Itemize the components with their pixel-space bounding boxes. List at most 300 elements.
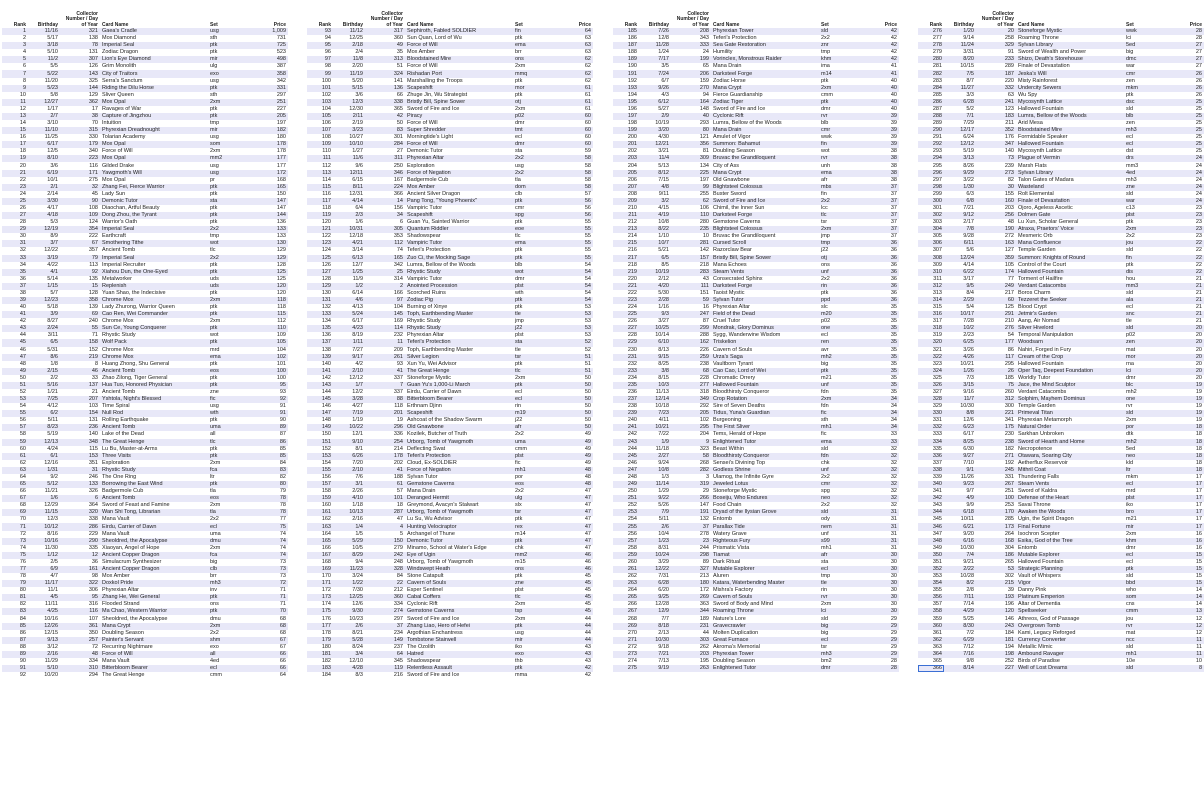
cell-rank[interactable]: 267 [613,608,639,615]
cell-card-name[interactable]: Force of Will [405,141,513,148]
cell-collector-number[interactable]: 244 [671,545,711,552]
table-row[interactable] [918,580,1204,587]
cell-set[interactable]: war [1124,63,1168,70]
header-birthday[interactable]: Birthday [648,21,669,28]
cell-rank[interactable]: 366 [918,665,944,672]
cell-birthday[interactable]: 10/11 [944,516,976,523]
cell-collector-number[interactable]: 206 [671,70,711,77]
cell-collector-number[interactable]: 185 [976,375,1016,382]
cell-card-name[interactable]: Hunting Velociraptor [405,523,513,530]
table-row[interactable] [307,424,593,431]
cell-price[interactable]: 74 [252,552,288,559]
cell-collector-number[interactable]: 125 [976,304,1016,311]
cell-rank[interactable]: 146 [307,403,333,410]
cell-collector-number[interactable]: 156 [365,205,405,212]
table-row[interactable] [307,162,593,169]
table-row[interactable] [918,148,1204,155]
cell-birthday[interactable]: 12/22 [639,566,671,573]
cell-price[interactable]: 47 [557,495,593,502]
cell-rank[interactable]: 116 [307,191,333,198]
cell-birthday[interactable]: 5/4 [944,304,976,311]
cell-card-name[interactable]: Tiamat [711,552,819,559]
cell-set[interactable]: one [819,325,863,332]
cell-set[interactable]: mir [208,127,252,134]
cell-price[interactable]: 34 [863,410,899,417]
cell-price[interactable]: 26 [1168,78,1204,85]
table-row[interactable] [918,134,1204,141]
cell-card-name[interactable]: Worldly Tutor [1016,375,1124,382]
cell-birthday[interactable]: 11/2 [28,56,60,63]
cell-rank[interactable]: 176 [307,615,333,622]
cell-price[interactable]: 54 [557,283,593,290]
cell-birthday[interactable]: 6/11 [944,240,976,247]
cell-set[interactable]: inv [208,587,252,594]
cell-card-name[interactable]: Ma Chao, Western Warrior [100,608,208,615]
cell-birthday[interactable]: 12/13 [28,439,60,446]
cell-price[interactable]: 32 [863,446,899,453]
cell-set[interactable]: lcc [819,205,863,212]
header-set[interactable]: Set [210,21,218,28]
cell-rank[interactable]: 123 [307,240,333,247]
cell-birthday[interactable]: 2/1 [28,184,60,191]
cell-rank[interactable]: 178 [307,630,333,637]
cell-price[interactable]: 118 [252,304,288,311]
cell-rank[interactable]: 94 [307,35,333,42]
cell-set[interactable]: 2xm [513,375,557,382]
table-row[interactable] [2,332,288,339]
cell-price[interactable]: 33 [863,439,899,446]
cell-rank[interactable]: 347 [918,531,944,538]
cell-collector-number[interactable]: 160 [976,198,1016,205]
cell-card-name[interactable]: Blood Crypt [1016,304,1124,311]
cell-set[interactable]: ons [819,262,863,269]
cell-price[interactable]: 55 [557,240,593,247]
cell-card-name[interactable]: Ancient Tomb [100,389,208,396]
cell-birthday[interactable]: 2/16 [333,516,365,523]
cell-set[interactable]: sta [513,148,557,155]
cell-collector-number[interactable]: 202 [365,460,405,467]
cell-card-name[interactable]: Platinum Emperion [1016,594,1124,601]
cell-set[interactable]: ptk [208,417,252,424]
cell-price[interactable]: 73 [252,559,288,566]
cell-birthday[interactable]: 10/30 [639,637,671,644]
cell-collector-number[interactable]: 188 [365,474,405,481]
cell-set[interactable]: rvr [1124,403,1168,410]
cell-birthday[interactable]: 3/12 [28,644,60,651]
cell-card-name[interactable]: Replenish [100,283,208,290]
cell-set[interactable]: 2x2 [819,474,863,481]
cell-collector-number[interactable]: 172 [671,587,711,594]
table-row[interactable] [918,665,1204,672]
cell-rank[interactable]: 245 [613,453,639,460]
cell-price[interactable]: 251 [252,99,288,106]
cell-price[interactable]: 15 [1168,566,1204,573]
cell-card-name[interactable]: Torment of Hailfire [1016,276,1124,283]
cell-collector-number[interactable]: 162 [671,339,711,346]
cell-rank[interactable]: 242 [613,431,639,438]
cell-price[interactable]: 101 [252,361,288,368]
cell-set[interactable]: mh2 [819,354,863,361]
cell-rank[interactable]: 173 [307,594,333,601]
cell-collector-number[interactable]: 343 [671,35,711,42]
cell-birthday[interactable]: 11/13 [639,389,671,396]
cell-set[interactable]: fin [1124,255,1168,262]
cell-birthday[interactable]: 11/14 [639,481,671,488]
table-row[interactable] [918,545,1204,552]
cell-set[interactable]: big [208,559,252,566]
cell-birthday[interactable]: 2/26 [333,488,365,495]
header-card-name[interactable]: Card Name [102,21,129,28]
cell-birthday[interactable]: 12/30 [333,106,365,113]
header-price[interactable]: Price [273,21,286,28]
cell-card-name[interactable]: Rhystic Study [405,325,513,332]
cell-set[interactable]: jmp [513,318,557,325]
cell-set[interactable]: sld [1124,106,1168,113]
cell-card-name[interactable]: Molten Duplication [711,630,819,637]
cell-rank[interactable]: 222 [613,290,639,297]
table-row[interactable] [2,389,288,396]
cell-rank[interactable]: 252 [613,502,639,509]
table-row[interactable] [2,212,288,219]
cell-price[interactable]: 59 [557,148,593,155]
cell-set[interactable]: 2xm [1124,417,1168,424]
cell-birthday[interactable]: 8/9 [28,233,60,240]
cell-collector-number[interactable]: 93 [365,361,405,368]
table-row[interactable] [918,368,1204,375]
cell-set[interactable]: ptk [208,325,252,332]
table-row[interactable] [2,28,288,35]
cell-card-name[interactable]: Tolarian Academy [100,134,208,141]
table-row[interactable] [918,446,1204,453]
cell-birthday[interactable]: 4/25 [28,608,60,615]
cell-price[interactable]: 18 [1168,424,1204,431]
cell-price[interactable]: 42 [863,35,899,42]
cell-card-name[interactable]: Sire of Seven Deaths [711,403,819,410]
cell-set[interactable]: usg [513,162,557,169]
table-row[interactable] [918,573,1204,580]
cell-price[interactable]: 44 [557,637,593,644]
cell-rank[interactable]: 2 [2,35,28,42]
cell-collector-number[interactable]: 285 [976,516,1016,523]
cell-set[interactable]: jou [1124,240,1168,247]
cell-card-name[interactable]: Pang Tong, "Young Phoenix" [405,198,513,205]
cell-price[interactable]: 30 [863,552,899,559]
cell-card-name[interactable]: Demonic Tutor [100,198,208,205]
cell-collector-number[interactable]: 183 [976,113,1016,120]
cell-price[interactable]: 91 [252,403,288,410]
cell-rank[interactable]: 45 [2,339,28,346]
table-row[interactable] [918,658,1204,665]
table-row[interactable] [613,516,899,523]
cell-card-name[interactable]: Cream of the Crop [1016,354,1124,361]
cell-card-name[interactable]: Badgermole Cub [405,177,513,184]
cell-price[interactable]: 77 [252,516,288,523]
cell-birthday[interactable]: 4/30 [639,134,671,141]
cell-rank[interactable]: 112 [307,162,333,169]
cell-price[interactable]: 29 [863,630,899,637]
cell-rank[interactable]: 235 [613,382,639,389]
table-row[interactable] [613,247,899,254]
cell-card-name[interactable]: Shadowspear [405,233,513,240]
cell-birthday[interactable]: 1/6 [333,219,365,226]
cell-collector-number[interactable]: 114 [365,325,405,332]
cell-rank[interactable]: 157 [307,481,333,488]
cell-rank[interactable]: 22 [2,177,28,184]
cell-card-name[interactable]: Katara, Waterbending Master [711,580,819,587]
cell-card-name[interactable]: Cao Cao, Lord of Wei [711,368,819,375]
cell-collector-number[interactable]: 289 [976,63,1016,70]
cell-collector-number[interactable]: 265 [976,559,1016,566]
cell-collector-number[interactable]: 221 [976,410,1016,417]
cell-card-name[interactable]: Teferi's Protection [405,339,513,346]
cell-price[interactable]: 52 [557,339,593,346]
cell-collector-number[interactable]: 176 [976,134,1016,141]
cell-card-name[interactable]: Zuo Ci, the Mocking Sage [405,255,513,262]
cell-birthday[interactable]: 10/23 [333,615,365,622]
cell-set[interactable]: ptk [208,42,252,49]
header-collector-number[interactable]: Collector Number / Day of Year [981,10,1014,28]
table-row[interactable] [2,467,288,474]
cell-price[interactable]: 62 [557,70,593,77]
cell-collector-number[interactable]: 109 [60,212,100,219]
cell-price[interactable]: 128 [252,262,288,269]
cell-birthday[interactable]: 7/15 [639,177,671,184]
cell-birthday[interactable]: 5/16 [28,382,60,389]
cell-birthday[interactable]: 2/6 [639,523,671,530]
header-set[interactable]: Set [515,21,523,28]
cell-rank[interactable]: 81 [2,594,28,601]
cell-rank[interactable]: 313 [918,290,944,297]
cell-birthday[interactable]: 3/26 [944,347,976,354]
cell-card-name[interactable]: Prismatic Vista [711,545,819,552]
cell-price[interactable]: 42 [557,665,593,672]
cell-price[interactable]: 168 [252,177,288,184]
cell-price[interactable]: 11 [1168,644,1204,651]
cell-price[interactable]: 53 [557,304,593,311]
cell-card-name[interactable]: Anointed Procession [405,283,513,290]
cell-collector-number[interactable]: 136 [365,85,405,92]
table-row[interactable] [613,226,899,233]
cell-rank[interactable]: 315 [918,304,944,311]
table-row[interactable] [918,516,1204,523]
cell-collector-number[interactable]: 47 [365,516,405,523]
cell-collector-number[interactable]: 233 [976,56,1016,63]
cell-rank[interactable]: 279 [918,49,944,56]
cell-card-name[interactable]: Mox Opal [100,155,208,162]
cell-birthday[interactable]: 2/17 [944,219,976,226]
cell-set[interactable]: unf [819,531,863,538]
cell-birthday[interactable]: 7/24 [639,70,671,77]
table-row[interactable] [2,396,288,403]
cell-birthday[interactable]: 4/24 [28,446,60,453]
table-row[interactable] [307,467,593,474]
table-row[interactable] [918,255,1204,262]
cell-rank[interactable]: 321 [918,347,944,354]
cell-birthday[interactable]: 10/28 [944,573,976,580]
table-row[interactable] [2,78,288,85]
cell-price[interactable]: 104 [252,347,288,354]
cell-price[interactable]: 37 [863,212,899,219]
cell-card-name[interactable]: Humility [711,49,819,56]
table-row[interactable] [918,92,1204,99]
table-row[interactable] [2,162,288,169]
table-row[interactable] [613,318,899,325]
cell-price[interactable]: 37 [863,233,899,240]
cell-collector-number[interactable]: 135 [60,276,100,283]
cell-birthday[interactable]: 6/7 [639,78,671,85]
cell-card-name[interactable]: Doubling Season [711,148,819,155]
cell-price[interactable]: 178 [252,141,288,148]
cell-rank[interactable]: 358 [918,608,944,615]
cell-rank[interactable]: 201 [613,141,639,148]
table-row[interactable] [613,460,899,467]
table-row[interactable] [918,424,1204,431]
cell-set[interactable]: som [1124,594,1168,601]
cell-card-name[interactable]: Zhao Zilong, Tiger General [100,375,208,382]
cell-collector-number[interactable]: 166 [365,290,405,297]
cell-set[interactable]: mh2 [1124,389,1168,396]
cell-collector-number[interactable]: 267 [976,481,1016,488]
cell-birthday[interactable]: 11/7 [944,396,976,403]
cell-birthday[interactable]: 12/28 [639,601,671,608]
cell-card-name[interactable]: Sword of Wealth and Power [1016,49,1124,56]
cell-set[interactable]: tmp [819,49,863,56]
cell-price[interactable]: 197 [252,120,288,127]
cell-rank[interactable]: 211 [613,212,639,219]
table-row[interactable] [2,177,288,184]
cell-rank[interactable]: 80 [2,587,28,594]
cell-set[interactable]: cmm [513,446,557,453]
cell-price[interactable]: 17 [1168,488,1204,495]
cell-card-name[interactable]: Sylvan Library [1016,170,1124,177]
cell-card-name[interactable]: Urborg, Tomb of Yawgmoth [405,509,513,516]
cell-collector-number[interactable]: 317 [365,28,405,35]
cell-birthday[interactable]: 1/17 [28,106,60,113]
cell-birthday[interactable]: 1/6 [28,495,60,502]
cell-rank[interactable]: 108 [307,134,333,141]
cell-card-name[interactable]: Godless Shrine [711,467,819,474]
cell-set[interactable]: mm2 [513,552,557,559]
cell-set[interactable]: 5ed [1124,42,1168,49]
cell-collector-number[interactable]: 311 [365,155,405,162]
cell-set[interactable]: ltr [208,474,252,481]
cell-rank[interactable]: 79 [2,580,28,587]
cell-collector-number[interactable]: 218 [671,262,711,269]
cell-card-name[interactable]: Mox Amber [100,573,208,580]
cell-rank[interactable]: 159 [307,495,333,502]
cell-price[interactable]: 17 [1168,523,1204,530]
cell-birthday[interactable]: 3/29 [639,559,671,566]
cell-card-name[interactable]: Burgeoning [711,417,819,424]
cell-card-name[interactable]: Natural Order [1016,424,1124,431]
cell-rank[interactable]: 13 [2,113,28,120]
cell-birthday[interactable]: 2/13 [639,630,671,637]
cell-set[interactable]: uma [208,424,252,431]
cell-card-name[interactable]: Marsh Flats [1016,162,1124,169]
cell-collector-number[interactable]: 106 [671,205,711,212]
cell-card-name[interactable]: Aetherflux Reservoir [1016,460,1124,467]
cell-price[interactable]: 18 [1168,431,1204,438]
cell-collector-number[interactable]: 186 [976,552,1016,559]
cell-birthday[interactable]: 3/3 [944,92,976,99]
cell-set[interactable]: 2x2 [819,502,863,509]
cell-set[interactable]: ema [208,354,252,361]
table-row[interactable] [918,467,1204,474]
cell-card-name[interactable]: Mox Opal [100,177,208,184]
cell-birthday[interactable]: 4/7 [28,573,60,580]
cell-set[interactable]: blc [1124,382,1168,389]
cell-collector-number[interactable]: 268 [671,460,711,467]
table-row[interactable] [2,106,288,113]
cell-rank[interactable]: 356 [918,594,944,601]
cell-rank[interactable]: 174 [307,601,333,608]
cell-birthday[interactable]: 2/9 [639,113,671,120]
cell-birthday[interactable]: 3/6 [28,162,60,169]
header-rank[interactable]: Rank [929,21,942,28]
cell-collector-number[interactable]: 39 [976,587,1016,594]
cell-set[interactable]: wwk [1124,28,1168,35]
cell-price[interactable]: 93 [252,389,288,396]
cell-card-name[interactable]: Plague of Vermin [1016,155,1124,162]
cell-card-name[interactable]: Control of the Court [1016,262,1124,269]
cell-collector-number[interactable]: 318 [671,389,711,396]
cell-birthday[interactable]: 7/1 [944,113,976,120]
cell-set[interactable]: shm [208,637,252,644]
cell-birthday[interactable]: 4/11 [639,417,671,424]
cell-collector-number[interactable]: 241 [976,99,1016,106]
cell-set[interactable]: fic [513,460,557,467]
cell-set[interactable]: tmt [513,127,557,134]
cell-birthday[interactable]: 3/4 [333,651,365,658]
cell-rank[interactable]: 134 [307,318,333,325]
cell-set[interactable]: 2xm [208,545,252,552]
table-row[interactable] [307,283,593,290]
table-row[interactable] [918,120,1204,127]
cell-price[interactable]: 125 [252,269,288,276]
cell-card-name[interactable]: Entomb [711,516,819,523]
table-row[interactable] [307,446,593,453]
cell-card-name[interactable]: Phyrexian Altar [405,155,513,162]
cell-card-name[interactable]: Jeska's Will [1016,70,1124,77]
table-row[interactable] [613,332,899,339]
cell-collector-number[interactable]: 90 [60,198,100,205]
cell-card-name[interactable]: Kozilek, Butcher of Truth [405,431,513,438]
cell-card-name[interactable]: Stone Catapult [405,573,513,580]
cell-set[interactable]: fca [208,552,252,559]
table-row[interactable] [918,347,1204,354]
cell-collector-number[interactable]: 101 [365,495,405,502]
cell-collector-number[interactable]: 64 [365,651,405,658]
cell-card-name[interactable]: Toph, Earthbending Master [405,311,513,318]
cell-price[interactable]: 182 [252,127,288,134]
cell-price[interactable]: 125 [252,276,288,283]
cell-birthday[interactable]: 1/24 [639,49,671,56]
cell-collector-number[interactable]: 120 [976,608,1016,615]
cell-price[interactable]: 66 [252,658,288,665]
cell-birthday[interactable]: 5/14 [28,276,60,283]
cell-set[interactable]: m14 [819,70,863,77]
cell-price[interactable]: 74 [252,545,288,552]
cell-birthday[interactable]: 3/19 [28,255,60,262]
table-row[interactable] [307,382,593,389]
cell-collector-number[interactable]: 211 [976,120,1016,127]
cell-birthday[interactable]: 11/28 [639,42,671,49]
cell-card-name[interactable]: Sensei's Divining Top [711,460,819,467]
cell-price[interactable]: 55 [557,219,593,226]
cell-set[interactable]: uds [208,276,252,283]
cell-collector-number[interactable]: 290 [60,538,100,545]
cell-set[interactable]: tsr [819,644,863,651]
